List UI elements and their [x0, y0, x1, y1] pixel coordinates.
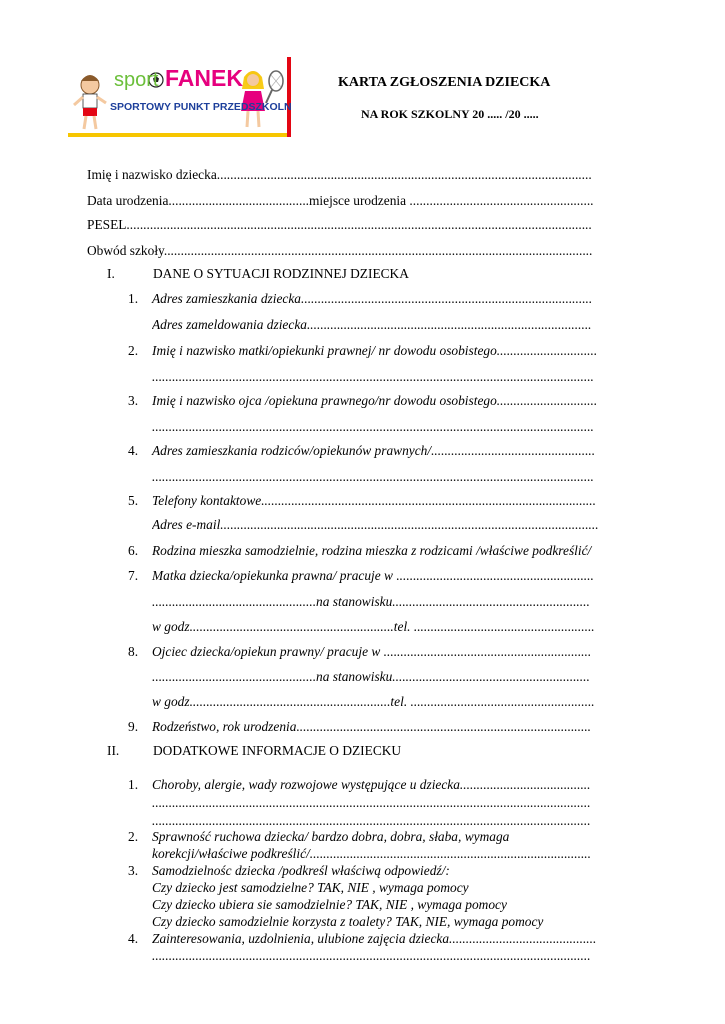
section-1-title: DANE O SYTUACJI RODZINNEJ DZIECKA [153, 266, 409, 281]
item-text: Imię i nazwisko matki/opiekunki prawnej/ nr dowodu osobistego.............................. [152, 343, 598, 358]
item-number: 2. [128, 343, 139, 358]
item-number: 1. [128, 291, 139, 306]
s2-item-3-cont-1[interactable]: Czy dziecko jest samodzielne? TAK, NIE , wymaga pomocy [152, 880, 469, 895]
logo-subtitle-text: SPORTOWY PUNKT PRZEDSZKOLNY [110, 101, 291, 113]
item-text: Rodzeństwo, rok urodzenia........................................................................................ [152, 719, 592, 734]
s1-item-4[interactable] [128, 442, 637, 460]
item-text: Adres zamieszkania rodziców/opiekunów prawnych/................................................. [152, 443, 596, 458]
section-1-number: I. [107, 266, 115, 281]
s1-item-8-cont-2[interactable]: w godz............................................................tel. ....................................................... [152, 694, 595, 709]
section-2-title: DODATKOWE INFORMACJE O DZIECKU [153, 743, 402, 758]
birth-date-place-field[interactable]: Data urodzenia..........................................miejsce urodzenia ....................................................... [87, 193, 594, 208]
s2-item-2[interactable] [128, 828, 637, 846]
logo-fanek-text: FANEK [165, 65, 243, 91]
s2-item-3-cont-2[interactable]: Czy dziecko ubiera sie samodzielnie? TAK, NIE , wymaga pomocy [152, 897, 507, 912]
s2-item-1-cont-2[interactable]: ................................................................................................................................... [152, 813, 591, 828]
item-number: 3. [128, 393, 139, 408]
item-text: Zainteresowania, uzdolnienia, ulubione zajęcia dziecka............................................ [152, 931, 597, 946]
s1-item-4-cont-1[interactable]: .................................................................................................................................... [152, 469, 594, 484]
section-1-heading [107, 265, 657, 283]
item-number: 5. [128, 493, 139, 508]
s2-item-4-cont-1[interactable]: ................................................................................................................................... [152, 948, 591, 963]
item-text: Telefony kontaktowe.................................................................................................... [152, 493, 596, 508]
s1-item-7-cont-2[interactable]: w godz.............................................................tel. ...................................................... [152, 619, 595, 634]
item-number: 2. [128, 829, 139, 844]
s1-item-8[interactable] [128, 643, 637, 661]
s1-item-7[interactable] [128, 567, 637, 585]
s1-item-8-cont-1[interactable]: .................................................na stanowisku........................................................... [152, 669, 590, 684]
form-title: KARTA ZGŁOSZENIA DZIECKA [338, 75, 551, 90]
item-number: 6. [128, 543, 139, 558]
item-text: Imię i nazwisko ojca /opiekuna prawnego/nr dowodu osobistego.............................. [152, 393, 598, 408]
item-number: 1. [128, 777, 139, 792]
s1-item-5-cont-1[interactable]: Adres e-mail................................................................................................................. [152, 517, 599, 532]
s1-item-3[interactable] [128, 392, 637, 410]
item-number: 3. [128, 863, 139, 878]
item-number: 4. [128, 931, 139, 946]
item-text: Samodzielnośc dziecka /podkreśl właściwą odpowiedź/: [152, 863, 450, 878]
s2-item-2-cont-1[interactable]: korekcji/właściwe podkreślić/.................................................................................... [152, 846, 591, 861]
s2-item-1[interactable] [128, 776, 637, 794]
item-text: Matka dziecka/opiekunka prawna/ pracuje w ........................................................... [152, 568, 594, 583]
item-number: 4. [128, 443, 139, 458]
school-district-field[interactable]: Obwód szkoły................................................................................................................................ [87, 243, 593, 258]
section-2-heading [107, 742, 657, 760]
s2-item-4[interactable] [128, 930, 637, 948]
item-text: Sprawność ruchowa dziecka/ bardzo dobra, dobra, słaba, wymaga [152, 829, 510, 844]
item-number: 8. [128, 644, 139, 659]
section-2-number: II. [107, 743, 120, 758]
s1-item-6[interactable] [128, 542, 637, 560]
s1-item-7-cont-1[interactable]: .................................................na stanowisku........................................................... [152, 594, 590, 609]
item-text: Choroby, alergie, wady rozwojowe występujące u dziecka....................................... [152, 777, 591, 792]
item-text: Adres zamieszkania dziecka....................................................................................... [152, 291, 593, 306]
pesel-field[interactable]: PESEL........................................................................................................................................... [87, 217, 592, 232]
item-text: Rodzina mieszka samodzielnie, rodzina mieszka z rodzicami /właściwe podkreślić/ [152, 543, 592, 558]
school-logo [68, 57, 291, 137]
logo-sport-text: sport [114, 69, 159, 91]
item-number: 7. [128, 568, 139, 583]
s1-item-9[interactable] [128, 718, 637, 736]
s1-item-1[interactable] [128, 290, 637, 308]
item-text: Ojciec dziecka/opiekun prawny/ pracuje w .............................................................. [152, 644, 592, 659]
s2-item-3[interactable] [128, 862, 637, 880]
s1-item-2[interactable] [128, 342, 637, 360]
school-year-line: NA ROK SZKOLNY 20 ..... /20 ..... [361, 107, 539, 121]
s2-item-1-cont-1[interactable]: ................................................................................................................................... [152, 795, 591, 810]
s1-item-3-cont-1[interactable]: .................................................................................................................................... [152, 419, 594, 434]
s2-item-3-cont-3[interactable]: Czy dziecko samodzielnie korzysta z toalety? TAK, NIE, wymaga pomocy [152, 914, 544, 929]
s1-item-1-cont-1[interactable]: Adres zameldowania dziecka..................................................................................... [152, 317, 592, 332]
s1-item-2-cont-1[interactable]: .................................................................................................................................... [152, 369, 594, 384]
item-number: 9. [128, 719, 139, 734]
child-name-field[interactable]: Imię i nazwisko dziecka................................................................................................................ [87, 167, 592, 182]
s1-item-5[interactable] [128, 492, 637, 510]
